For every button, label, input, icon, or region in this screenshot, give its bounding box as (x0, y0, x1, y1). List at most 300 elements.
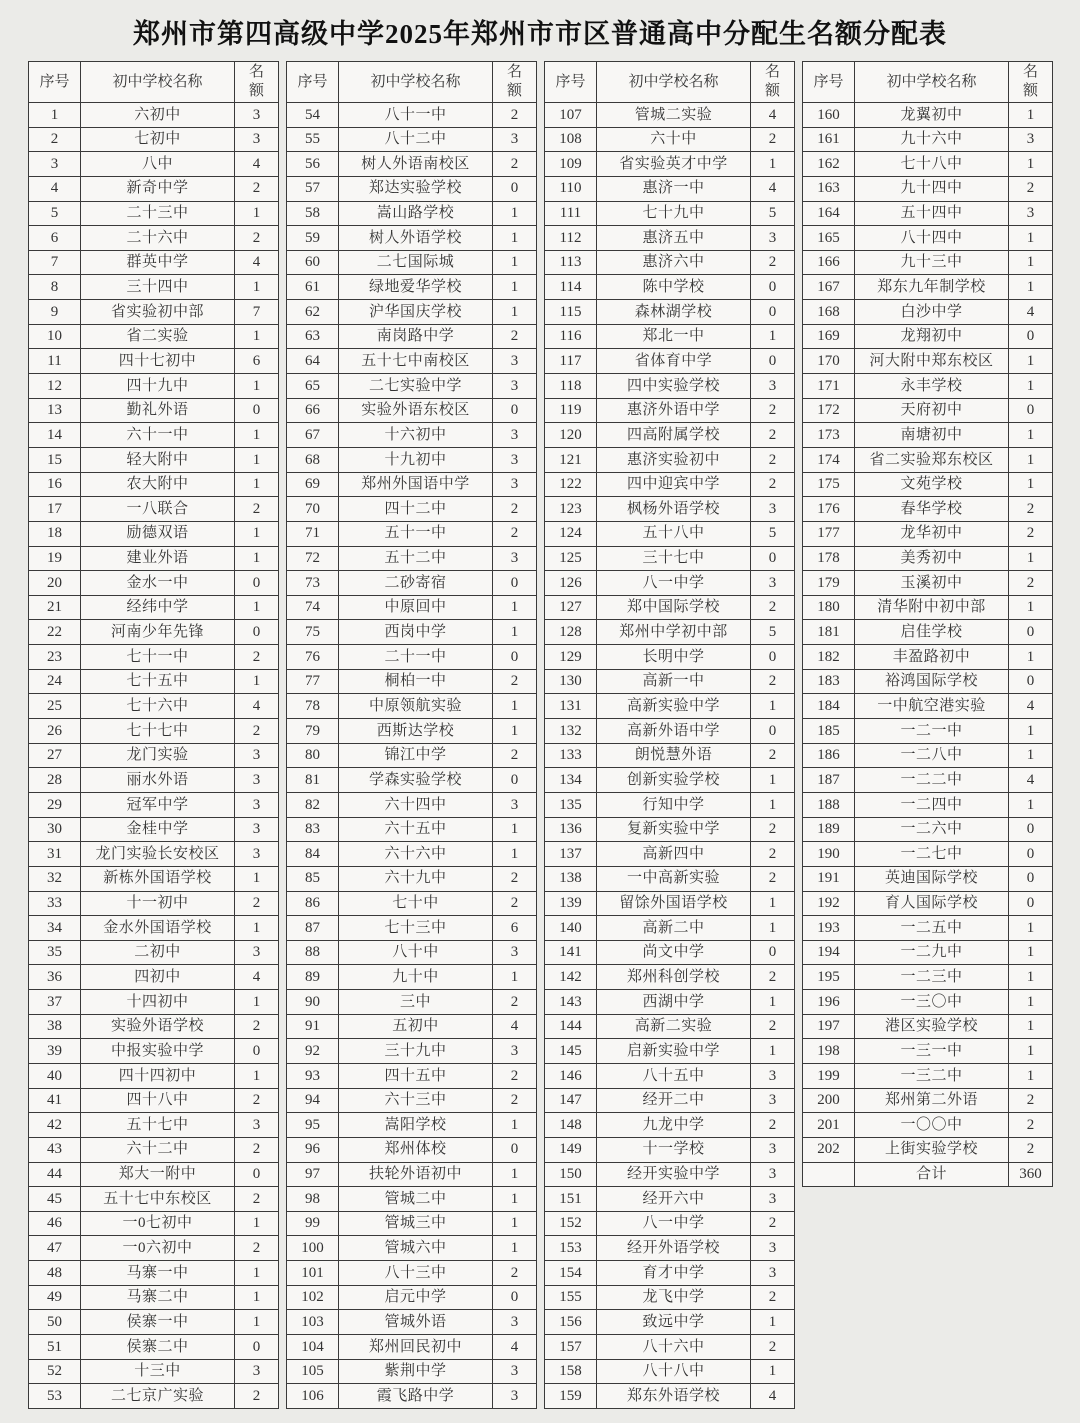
row-index-cell: 6 (29, 226, 81, 251)
school-name-cell: 五十八中 (597, 521, 751, 546)
table-row (803, 669, 1053, 694)
table-row (287, 250, 537, 275)
quota-cell: 2 (235, 176, 279, 201)
school-name-cell: 丰盈路初中 (855, 645, 1009, 670)
quota-cell: 0 (751, 719, 795, 744)
table-row (287, 423, 537, 448)
table-row (545, 275, 795, 300)
table-row (545, 226, 795, 251)
row-index-cell: 83 (287, 817, 339, 842)
quota-cell: 1 (235, 423, 279, 448)
quota-cell: 2 (493, 1063, 537, 1088)
school-name-cell: 紫荆中学 (339, 1359, 493, 1384)
school-name-cell: 长明中学 (597, 645, 751, 670)
quota-cell: 4 (235, 152, 279, 177)
row-index-cell: 68 (287, 447, 339, 472)
school-name-cell: 六十五中 (339, 817, 493, 842)
quota-cell: 6 (235, 349, 279, 374)
table-row (29, 1137, 279, 1162)
table-row (545, 768, 795, 793)
quota-cell: 0 (1009, 620, 1053, 645)
school-name-cell: 四中迎宾中学 (597, 472, 751, 497)
quota-cell: 3 (235, 817, 279, 842)
school-name-cell: 沪华国庆学校 (339, 300, 493, 325)
quota-cell: 1 (235, 866, 279, 891)
row-index-cell: 64 (287, 349, 339, 374)
school-name-cell: 龙翔初中 (855, 324, 1009, 349)
quota-cell: 2 (235, 645, 279, 670)
row-index-cell: 55 (287, 127, 339, 152)
row-index-cell: 8 (29, 275, 81, 300)
school-name-cell: 经纬中学 (81, 595, 235, 620)
quota-cell: 3 (235, 768, 279, 793)
row-index-cell: 157 (545, 1335, 597, 1360)
school-name-cell: 五十七中 (81, 1113, 235, 1138)
row-index-cell: 136 (545, 817, 597, 842)
row-index-cell: 146 (545, 1063, 597, 1088)
quota-cell: 0 (751, 300, 795, 325)
row-index-cell: 138 (545, 866, 597, 891)
quota-table-1 (28, 61, 279, 1409)
quota-cell: 1 (235, 595, 279, 620)
table-row (287, 719, 537, 744)
school-name-cell: 郑州回民初中 (339, 1335, 493, 1360)
quota-cell: 3 (493, 127, 537, 152)
row-index-cell: 186 (803, 743, 855, 768)
row-index-cell: 100 (287, 1236, 339, 1261)
table-row (803, 990, 1053, 1015)
quota-cell: 0 (1009, 817, 1053, 842)
school-name-cell: 绿地爱华学校 (339, 275, 493, 300)
row-index-cell: 37 (29, 990, 81, 1015)
table-row (545, 1014, 795, 1039)
table-row (29, 719, 279, 744)
quota-cell: 3 (493, 792, 537, 817)
school-name-cell: 中原领航实验 (339, 694, 493, 719)
row-index-cell: 109 (545, 152, 597, 177)
school-name-cell: 十六初中 (339, 423, 493, 448)
quota-cell: 1 (751, 324, 795, 349)
row-index-cell: 56 (287, 152, 339, 177)
quota-cell: 1 (1009, 1039, 1053, 1064)
school-name-cell: 郑大一附中 (81, 1162, 235, 1187)
header-index: 序号 (287, 62, 339, 103)
school-name-cell: 郑州中学初中部 (597, 620, 751, 645)
table-row (545, 1359, 795, 1384)
table-row (29, 1187, 279, 1212)
school-name-cell: 玉溪初中 (855, 571, 1009, 596)
quota-cell: 2 (1009, 571, 1053, 596)
school-name-cell: 白沙中学 (855, 300, 1009, 325)
school-name-cell: 南岗路中学 (339, 324, 493, 349)
quota-cell: 1 (493, 226, 537, 251)
table-row (29, 1088, 279, 1113)
table-row (803, 447, 1053, 472)
school-name-cell: 省体育中学 (597, 349, 751, 374)
quota-cell: 1 (493, 300, 537, 325)
row-index-cell: 125 (545, 546, 597, 571)
quota-cell: 7 (235, 300, 279, 325)
quota-cell: 0 (493, 768, 537, 793)
table-row (287, 842, 537, 867)
table-row (287, 324, 537, 349)
school-name-cell: 九十三中 (855, 250, 1009, 275)
quota-cell: 1 (1009, 965, 1053, 990)
quota-cell: 1 (493, 1236, 537, 1261)
quota-cell: 2 (1009, 497, 1053, 522)
row-index-cell: 79 (287, 719, 339, 744)
row-index-cell: 24 (29, 669, 81, 694)
quota-cell: 2 (751, 1014, 795, 1039)
school-name-cell: 十一初中 (81, 891, 235, 916)
table-row (803, 201, 1053, 226)
quota-cell: 3 (751, 1063, 795, 1088)
quota-cell: 2 (1009, 521, 1053, 546)
row-index-cell: 160 (803, 103, 855, 128)
school-name-cell: 新栋外国语学校 (81, 866, 235, 891)
quota-cell: 1 (751, 152, 795, 177)
school-name-cell: 一〇〇中 (855, 1113, 1009, 1138)
quota-cell: 1 (1009, 595, 1053, 620)
school-name-cell: 一二七中 (855, 842, 1009, 867)
table-row (29, 1014, 279, 1039)
school-name-cell: 实验外语学校 (81, 1014, 235, 1039)
school-name-cell: 七十三中 (339, 916, 493, 941)
table-row (29, 940, 279, 965)
school-name-cell: 六初中 (81, 103, 235, 128)
school-name-cell: 五十一中 (339, 521, 493, 546)
table-row (803, 324, 1053, 349)
school-name-cell: 金水外国语学校 (81, 916, 235, 941)
quota-cell: 1 (235, 1063, 279, 1088)
row-index-cell: 2 (29, 127, 81, 152)
quota-cell: 2 (1009, 1113, 1053, 1138)
table-row (287, 1285, 537, 1310)
row-index-cell: 179 (803, 571, 855, 596)
table-row (29, 250, 279, 275)
row-index-cell: 33 (29, 891, 81, 916)
school-name-cell: 四十五中 (339, 1063, 493, 1088)
table-row (545, 1261, 795, 1286)
school-name-cell: 二七国际城 (339, 250, 493, 275)
table-row (29, 226, 279, 251)
quota-cell: 2 (235, 226, 279, 251)
quota-cell: 1 (493, 201, 537, 226)
row-index-cell: 176 (803, 497, 855, 522)
header-quota: 名额 (751, 62, 795, 103)
table-row (803, 694, 1053, 719)
quota-cell: 2 (751, 842, 795, 867)
table-row (545, 1088, 795, 1113)
school-name-cell: 省二实验 (81, 324, 235, 349)
table-row (287, 571, 537, 596)
school-name-cell: 七初中 (81, 127, 235, 152)
school-name-cell: 清华附中初中部 (855, 595, 1009, 620)
table-row (803, 546, 1053, 571)
school-name-cell: 四初中 (81, 965, 235, 990)
table-row (287, 1310, 537, 1335)
quota-cell: 1 (493, 595, 537, 620)
quota-cell: 1 (235, 447, 279, 472)
table-row (29, 423, 279, 448)
row-index-cell: 177 (803, 521, 855, 546)
header-row (545, 62, 795, 103)
school-name-cell: 西湖中学 (597, 990, 751, 1015)
row-index-cell: 5 (29, 201, 81, 226)
table-row (803, 620, 1053, 645)
table-row (803, 645, 1053, 670)
table-row (545, 423, 795, 448)
row-index-cell: 90 (287, 990, 339, 1015)
row-index-cell: 84 (287, 842, 339, 867)
row-index-cell: 27 (29, 743, 81, 768)
header-school: 初中学校名称 (81, 62, 235, 103)
row-index-cell: 143 (545, 990, 597, 1015)
school-name-cell: 郑东外语学校 (597, 1384, 751, 1409)
table-row (287, 374, 537, 399)
row-index-cell: 121 (545, 447, 597, 472)
quota-cell: 1 (493, 842, 537, 867)
row-index-cell: 181 (803, 620, 855, 645)
quota-cell: 2 (493, 990, 537, 1015)
school-name-cell: 西岗中学 (339, 620, 493, 645)
quota-cell: 0 (1009, 891, 1053, 916)
quota-cell: 4 (235, 965, 279, 990)
header-row (803, 62, 1053, 103)
row-index-cell: 169 (803, 324, 855, 349)
school-name-cell: 朗悦慧外语 (597, 743, 751, 768)
quota-cell: 0 (493, 176, 537, 201)
table-row (545, 965, 795, 990)
table-row (287, 1088, 537, 1113)
quota-cell: 3 (751, 1162, 795, 1187)
row-index-cell: 130 (545, 669, 597, 694)
row-index-cell: 140 (545, 916, 597, 941)
row-index-cell: 85 (287, 866, 339, 891)
row-index-cell: 188 (803, 792, 855, 817)
school-name-cell: 学森实验学校 (339, 768, 493, 793)
quota-cell: 3 (493, 1359, 537, 1384)
school-name-cell: 九十中 (339, 965, 493, 990)
quota-cell: 4 (493, 1014, 537, 1039)
row-index-cell: 194 (803, 940, 855, 965)
school-name-cell: 一三二中 (855, 1063, 1009, 1088)
table-row (287, 275, 537, 300)
quota-cell: 4 (493, 1335, 537, 1360)
quota-cell: 2 (751, 127, 795, 152)
table-row (287, 546, 537, 571)
row-index-cell: 34 (29, 916, 81, 941)
school-name-cell: 一八联合 (81, 497, 235, 522)
header-quota: 名额 (493, 62, 537, 103)
table-row (545, 694, 795, 719)
quota-cell: 2 (493, 324, 537, 349)
row-index-cell: 119 (545, 398, 597, 423)
school-name-cell: 九龙中学 (597, 1113, 751, 1138)
quota-cell: 4 (1009, 694, 1053, 719)
quota-cell: 1 (1009, 1014, 1053, 1039)
quota-cell: 1 (235, 275, 279, 300)
school-name-cell: 郑州外国语中学 (339, 472, 493, 497)
row-index-cell: 161 (803, 127, 855, 152)
row-index-cell: 116 (545, 324, 597, 349)
table-row (29, 768, 279, 793)
table-row (803, 743, 1053, 768)
table-row (287, 1211, 537, 1236)
school-name-cell: 创新实验学校 (597, 768, 751, 793)
row-index-cell: 147 (545, 1088, 597, 1113)
table-row (287, 472, 537, 497)
row-index-cell: 12 (29, 374, 81, 399)
school-name-cell: 高新一中 (597, 669, 751, 694)
school-name-cell: 树人外语学校 (339, 226, 493, 251)
quota-cell: 1 (493, 250, 537, 275)
row-index-cell: 101 (287, 1261, 339, 1286)
row-index-cell: 183 (803, 669, 855, 694)
school-name-cell: 郑州体校 (339, 1137, 493, 1162)
school-name-cell: 八十八中 (597, 1359, 751, 1384)
school-name-cell: 省实验英才中学 (597, 152, 751, 177)
table-row (287, 1384, 537, 1409)
quota-cell: 1 (751, 891, 795, 916)
quota-cell: 1 (1009, 743, 1053, 768)
table-row (29, 866, 279, 891)
quota-cell: 3 (235, 1359, 279, 1384)
school-name-cell: 一0六初中 (81, 1236, 235, 1261)
school-name-cell: 高新二实验 (597, 1014, 751, 1039)
quota-cell: 2 (235, 497, 279, 522)
quota-cell: 1 (751, 916, 795, 941)
school-name-cell: 十一学校 (597, 1137, 751, 1162)
row-index-cell: 60 (287, 250, 339, 275)
table-row (803, 250, 1053, 275)
school-name-cell: 二十三中 (81, 201, 235, 226)
row-index-cell: 3 (29, 152, 81, 177)
school-name-cell: 丽水外语 (81, 768, 235, 793)
table-row (545, 645, 795, 670)
row-index-cell: 78 (287, 694, 339, 719)
school-name-cell: 马寨一中 (81, 1261, 235, 1286)
quota-cell: 3 (1009, 127, 1053, 152)
table-row (803, 1014, 1053, 1039)
quota-cell: 4 (1009, 300, 1053, 325)
row-index-cell: 7 (29, 250, 81, 275)
quota-cell: 1 (751, 1359, 795, 1384)
quota-cell: 2 (235, 1014, 279, 1039)
school-name-cell: 枫杨外语学校 (597, 497, 751, 522)
school-name-cell: 七十七中 (81, 719, 235, 744)
row-index-cell: 74 (287, 595, 339, 620)
table-row (545, 324, 795, 349)
table-row (29, 127, 279, 152)
table-row (545, 669, 795, 694)
row-index-cell: 113 (545, 250, 597, 275)
row-index-cell: 75 (287, 620, 339, 645)
quota-cell: 2 (235, 1088, 279, 1113)
row-index-cell: 196 (803, 990, 855, 1015)
school-name-cell: 四高附属学校 (597, 423, 751, 448)
row-index-cell: 89 (287, 965, 339, 990)
table-row (287, 990, 537, 1015)
row-index-cell: 98 (287, 1187, 339, 1212)
row-index-cell: 31 (29, 842, 81, 867)
table-row (545, 743, 795, 768)
table-row (545, 1384, 795, 1409)
quota-cell: 1 (751, 792, 795, 817)
school-name-cell: 南塘初中 (855, 423, 1009, 448)
table-row (545, 497, 795, 522)
table-row (545, 398, 795, 423)
quota-cell: 3 (235, 792, 279, 817)
school-name-cell: 高新二中 (597, 916, 751, 941)
table-row (29, 447, 279, 472)
table-row (545, 521, 795, 546)
school-name-cell: 森林湖学校 (597, 300, 751, 325)
table-row (287, 497, 537, 522)
row-index-cell: 128 (545, 620, 597, 645)
table-row (29, 571, 279, 596)
school-name-cell: 农大附中 (81, 472, 235, 497)
table-row (29, 201, 279, 226)
school-name-cell: 高新外语中学 (597, 719, 751, 744)
quota-cell: 3 (235, 842, 279, 867)
quota-cell: 2 (493, 866, 537, 891)
school-name-cell: 八十三中 (339, 1261, 493, 1286)
school-name-cell: 八一中学 (597, 1211, 751, 1236)
quota-cell: 3 (235, 103, 279, 128)
table-row (29, 1063, 279, 1088)
quota-cell: 1 (493, 1187, 537, 1212)
row-index-cell: 102 (287, 1285, 339, 1310)
row-index-cell: 131 (545, 694, 597, 719)
table-row (29, 497, 279, 522)
table-row (545, 103, 795, 128)
quota-cell: 3 (493, 447, 537, 472)
school-name-cell: 育人国际学校 (855, 891, 1009, 916)
table-row (287, 866, 537, 891)
table-row (803, 472, 1053, 497)
table-row (29, 152, 279, 177)
row-index-cell: 70 (287, 497, 339, 522)
row-index-cell: 4 (29, 176, 81, 201)
school-name-cell: 惠济六中 (597, 250, 751, 275)
school-name-cell: 六十中 (597, 127, 751, 152)
school-name-cell: 群英中学 (81, 250, 235, 275)
school-name-cell: 侯寨一中 (81, 1310, 235, 1335)
row-index-cell: 41 (29, 1088, 81, 1113)
quota-cell: 2 (1009, 1088, 1053, 1113)
table-row (29, 176, 279, 201)
quota-cell: 1 (235, 374, 279, 399)
row-index-cell: 112 (545, 226, 597, 251)
table-row (29, 300, 279, 325)
table-row (287, 965, 537, 990)
table-row (803, 1137, 1053, 1162)
header-school: 初中学校名称 (339, 62, 493, 103)
school-name-cell: 高新四中 (597, 842, 751, 867)
quota-cell: 1 (1009, 916, 1053, 941)
school-name-cell: 二初中 (81, 940, 235, 965)
school-name-cell: 八十四中 (855, 226, 1009, 251)
school-name-cell: 美秀初中 (855, 546, 1009, 571)
row-index-cell: 25 (29, 694, 81, 719)
row-index-cell: 76 (287, 645, 339, 670)
quota-cell: 3 (493, 1310, 537, 1335)
total-value-cell: 360 (1009, 1162, 1053, 1187)
row-index-cell: 88 (287, 940, 339, 965)
school-name-cell: 八十一中 (339, 103, 493, 128)
row-index-cell: 91 (287, 1014, 339, 1039)
